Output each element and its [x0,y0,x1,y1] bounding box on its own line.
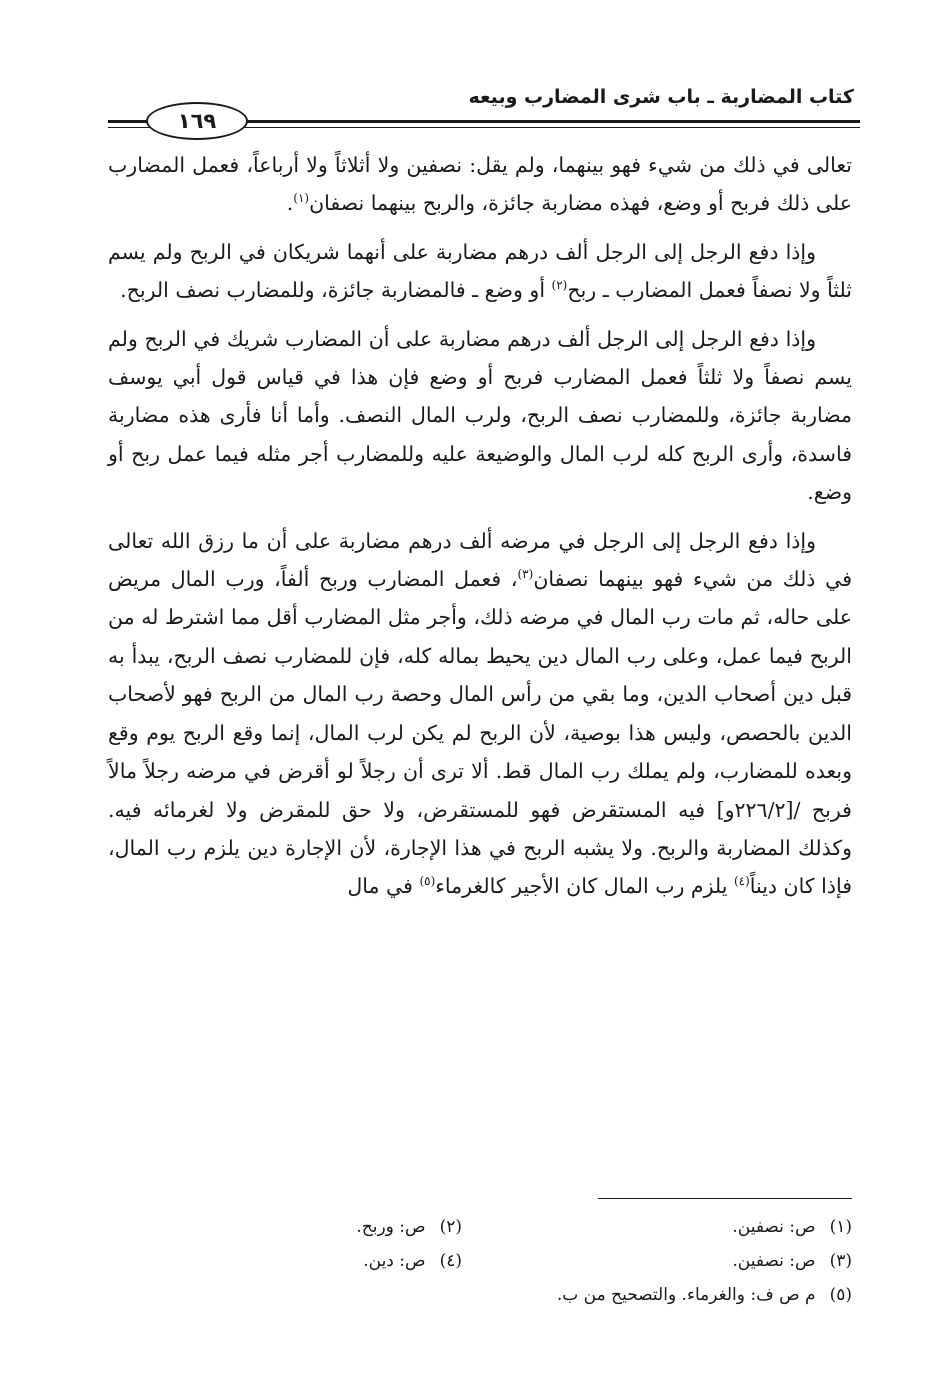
paragraph-2 [108,233,852,310]
page-header [108,82,860,138]
footnote-row [108,1244,852,1278]
footnote-ref-2: (٢) [551,278,568,293]
paragraph-1 [108,146,852,223]
footnote-2-number: (٢) [439,1217,462,1237]
paragraph-1-end: . [286,191,294,216]
footnote-4 [363,1244,462,1278]
footnote-1-text: ص: نصفين. [732,1217,816,1237]
running-head: كتاب المضاربة ـ باب شرى المضارب وبيعه [468,86,854,108]
paragraph-3 [108,320,852,512]
footnote-ref-5: (٥) [419,874,436,889]
paragraph-2-end: أو وضع ـ فالمضاربة جائزة، وللمضارب نصف الربح. [120,278,552,303]
footnote-ref-4: (٤) [733,874,750,889]
paragraph-4-text-c: يلزم رب المال كان الأجير كالغرماء [435,874,734,899]
footnote-4-number: (٤) [439,1251,462,1271]
footnote-ref-3: (٣) [517,567,534,582]
footnote-3 [462,1244,852,1278]
footnote-3-text: ص: نصفين. [732,1251,816,1271]
footnote-row [108,1278,852,1312]
footnote-separator [598,1198,852,1199]
footnote-1 [462,1210,852,1244]
paragraph-4-end: في مال [347,874,420,899]
footnote-2 [356,1210,462,1244]
main-text [108,146,852,906]
paragraph-2-text: وإذا دفع الرجل إلى الرجل ألف درهم مضاربة على أنهما شريكان في الربح ولم يسم ثلثاً ولا نصفاً فعمل المضارب ـ ربح [108,239,852,303]
footnote-4-text: ص: دين. [363,1251,426,1271]
footnotes [108,1210,852,1312]
footnote-3-number: (٣) [829,1251,852,1271]
paragraph-1-text: تعالى في ذلك من شيء فهو بينهما، ولم يقل: نصفين ولا أثلاثاً ولا أرباعاً، فعمل المضارب على ذلك فربح أو وضع، فهذه مضاربة جائزة، والربح بينهما نصفان [108,153,852,216]
paragraph-3-text: وإذا دفع الرجل إلى الرجل ألف درهم مضاربة على أن المضارب شريك في الربح ولم يسم نصفاً ولا ثلثاً فعمل المضارب فربح أو وضع فإن هذا في قياس قول أبي يوسف مضاربة جائزة، وللمضارب نصف الربح، ولرب المال النصف. وأما أنا فأرى هذه مضاربة فاسدة، وأرى الربح كله لرب المال والوضيعة عليه وللمضارب أجر مثله فيما عمل ربح أو وضع. [108,326,852,505]
footnote-ref-1: (١) [293,191,310,206]
footnote-1-number: (١) [829,1217,852,1237]
footnote-row [108,1210,852,1244]
footnote-2-text: ص: وربح. [356,1217,426,1237]
footnote-5 [557,1278,852,1312]
paragraph-4 [108,522,852,906]
footnote-5-text: م ص ف: والغرماء. والتصحيح من ب. [556,1285,816,1305]
page-number: ١٦٩ [146,102,248,140]
paragraph-4-text-b: ، فعمل المضارب وربح ألفاً، ورب المال مريض على حاله، ثم مات رب المال في مرضه ذلك، وأجر مثل المضارب أقل مما اشترط له من الربح فيما عمل، وعلى رب المال دين يحيط بماله كله، فإن للمضارب نصف الربح، يبدأ به قبل دين أصحاب الدين، وما بقي من رأس المال وحصة رب المال من الربح فهو لأصحاب الدين بالحصص، وليس هذا بوصية، لأن الربح لم يكن لرب المال، إنما وقع الربح يوم وقع وبعده للمضارب، ولم يملك رب المال قط. ألا ترى أن رجلاً لو أقرض في مرضه رجلاً مالاً فربح /[٢٢٦/٢و] فيه المستقرض فهو للمستقرض، ولا حق للمقرض ولا لغرمائه فيه. وكذلك المضاربة والربح. ولا يشبه الربح في هذا الإجارة، لأن الإجارة دين يلزم رب المال، فإذا كان ديناً [108,567,852,899]
footnote-5-number: (٥) [829,1285,852,1305]
paragraph-4-text: وإذا دفع الرجل إلى الرجل في مرضه ألف درهم مضاربة على أن ما رزق الله تعالى في ذلك من شيء فهو بينهما نصفان [108,528,852,592]
